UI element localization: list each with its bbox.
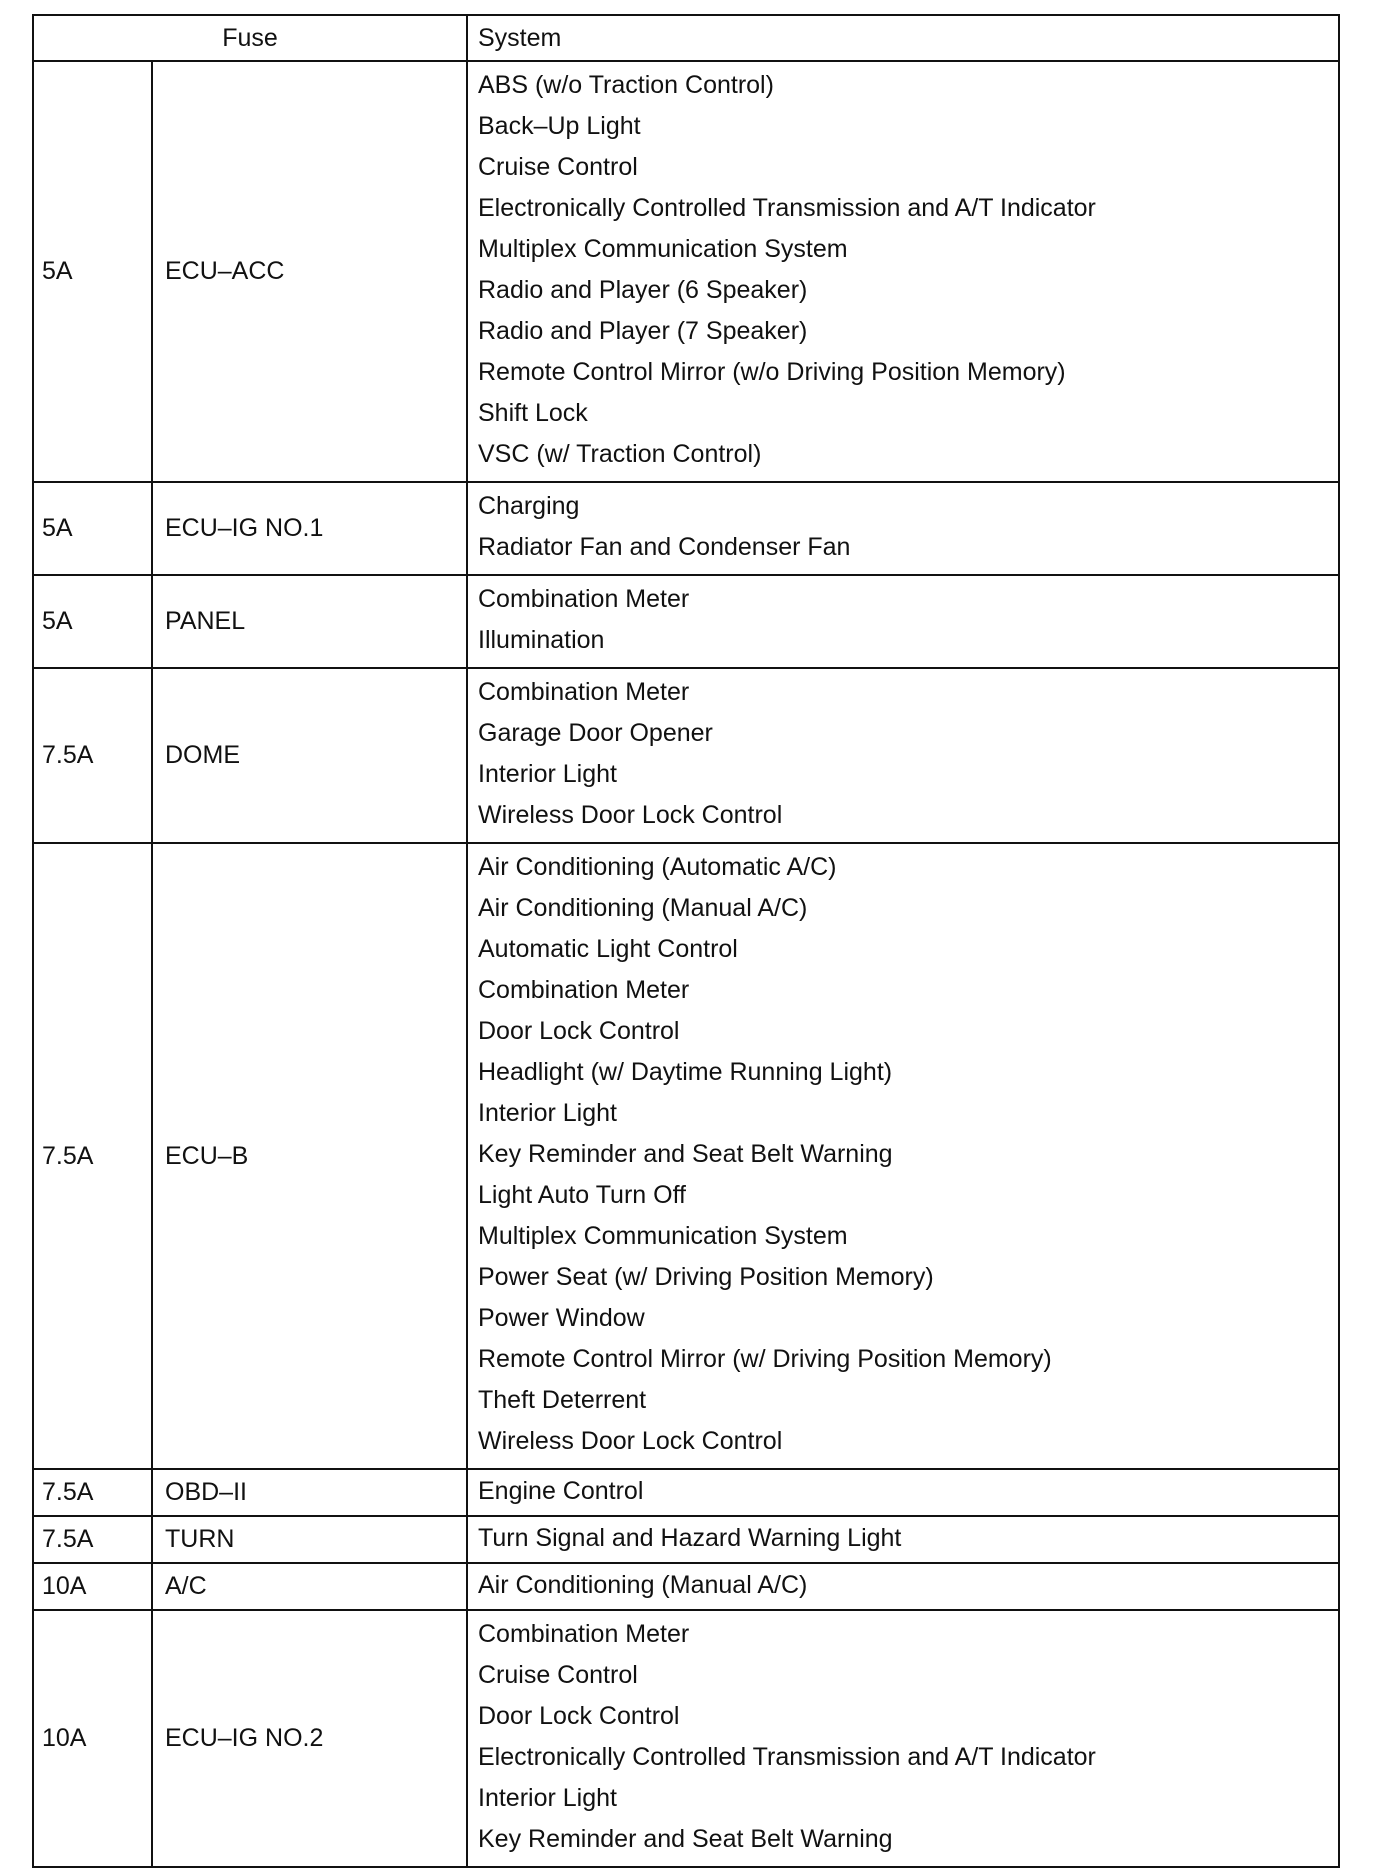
system-item: Combination Meter bbox=[478, 585, 690, 613]
table-row bbox=[33, 1610, 1339, 1867]
table-row bbox=[33, 1469, 1339, 1516]
table-header-row bbox=[33, 15, 1339, 61]
system-item: Interior Light bbox=[478, 1099, 617, 1127]
fuse-rating: 7.5A bbox=[33, 1469, 152, 1516]
table-row bbox=[33, 1516, 1339, 1563]
system-item: Multiplex Communication System bbox=[478, 1222, 848, 1250]
table-row bbox=[33, 61, 1339, 482]
system-item: Automatic Light Control bbox=[478, 935, 738, 963]
table-row bbox=[33, 668, 1339, 843]
fuse-name: PANEL bbox=[152, 575, 467, 668]
system-item: Combination Meter bbox=[478, 678, 690, 706]
system-item: Radiator Fan and Condenser Fan bbox=[478, 533, 851, 561]
system-item: Turn Signal and Hazard Warning Light bbox=[478, 1524, 902, 1552]
system-item: Power Window bbox=[478, 1304, 645, 1332]
fuse-rating: 5A bbox=[33, 575, 152, 668]
system-item: Door Lock Control bbox=[478, 1702, 680, 1730]
system-list bbox=[467, 1610, 1339, 1867]
system-item: Charging bbox=[478, 492, 580, 520]
system-item: Key Reminder and Seat Belt Warning bbox=[478, 1140, 893, 1168]
fuse-rating: 5A bbox=[33, 482, 152, 575]
system-item: Cruise Control bbox=[478, 153, 638, 181]
fuse-rating: 7.5A bbox=[33, 668, 152, 843]
system-list bbox=[467, 1563, 1339, 1610]
system-item: Interior Light bbox=[478, 1784, 617, 1812]
system-list bbox=[467, 668, 1339, 843]
fuse-rating: 10A bbox=[33, 1563, 152, 1610]
system-item: Interior Light bbox=[478, 760, 617, 788]
system-list bbox=[467, 482, 1339, 575]
system-item: Illumination bbox=[478, 626, 605, 654]
system-item: Cruise Control bbox=[478, 1661, 638, 1689]
table-row bbox=[33, 482, 1339, 575]
system-item: Light Auto Turn Off bbox=[478, 1181, 687, 1209]
system-item: Door Lock Control bbox=[478, 1017, 680, 1045]
table-row bbox=[33, 843, 1339, 1469]
fuse-name: OBD–II bbox=[152, 1469, 467, 1516]
system-list bbox=[467, 61, 1339, 482]
system-item: Theft Deterrent bbox=[478, 1386, 647, 1414]
fuse-rating: 10A bbox=[33, 1610, 152, 1867]
fuse-name: TURN bbox=[152, 1516, 467, 1563]
system-item: Air Conditioning (Manual A/C) bbox=[478, 894, 808, 922]
fuse-name: A/C bbox=[152, 1563, 467, 1610]
system-item: Engine Control bbox=[478, 1477, 644, 1505]
system-list bbox=[467, 1516, 1339, 1563]
system-item: VSC (w/ Traction Control) bbox=[478, 440, 762, 468]
fuse-rating: 7.5A bbox=[33, 843, 152, 1469]
fuse-rows bbox=[33, 61, 1339, 1867]
fuse-rating: 5A bbox=[33, 61, 152, 482]
fuse-name: DOME bbox=[152, 668, 467, 843]
system-item: Air Conditioning (Manual A/C) bbox=[478, 1571, 808, 1599]
table-row bbox=[33, 1563, 1339, 1610]
system-list bbox=[467, 843, 1339, 1469]
system-item: ABS (w/o Traction Control) bbox=[478, 71, 774, 99]
fuse-rating: 7.5A bbox=[33, 1516, 152, 1563]
system-item: Garage Door Opener bbox=[478, 719, 713, 747]
system-list bbox=[467, 575, 1339, 668]
system-item: Back–Up Light bbox=[478, 112, 641, 140]
system-item: Remote Control Mirror (w/o Driving Position Memory) bbox=[478, 358, 1066, 386]
system-item: Combination Meter bbox=[478, 1620, 690, 1648]
system-item: Wireless Door Lock Control bbox=[478, 1427, 783, 1455]
system-item: Radio and Player (6 Speaker) bbox=[478, 276, 808, 304]
system-item: Headlight (w/ Daytime Running Light) bbox=[478, 1058, 893, 1086]
fuse-name: ECU–IG NO.2 bbox=[152, 1610, 467, 1867]
system-item: Shift Lock bbox=[478, 399, 588, 427]
system-item: Radio and Player (7 Speaker) bbox=[478, 317, 808, 345]
system-item: Power Seat (w/ Driving Position Memory) bbox=[478, 1263, 934, 1291]
system-list bbox=[467, 1469, 1339, 1516]
fuse-name: ECU–IG NO.1 bbox=[152, 482, 467, 575]
system-item: Air Conditioning (Automatic A/C) bbox=[478, 853, 837, 881]
fuse-column-header: Fuse bbox=[33, 15, 467, 61]
system-item: Remote Control Mirror (w/ Driving Position Memory) bbox=[478, 1345, 1052, 1373]
fuse-name: ECU–B bbox=[152, 843, 467, 1469]
system-item: Key Reminder and Seat Belt Warning bbox=[478, 1825, 893, 1853]
table-row bbox=[33, 575, 1339, 668]
fuse-name: ECU–ACC bbox=[152, 61, 467, 482]
system-item: Electronically Controlled Transmission and A/T Indicator bbox=[478, 194, 1096, 222]
system-item: Electronically Controlled Transmission and A/T Indicator bbox=[478, 1743, 1096, 1771]
fuse-system-table bbox=[32, 14, 1340, 1868]
system-item: Wireless Door Lock Control bbox=[478, 801, 783, 829]
system-column-header: System bbox=[467, 15, 1339, 61]
system-item: Combination Meter bbox=[478, 976, 690, 1004]
system-item: Multiplex Communication System bbox=[478, 235, 848, 263]
